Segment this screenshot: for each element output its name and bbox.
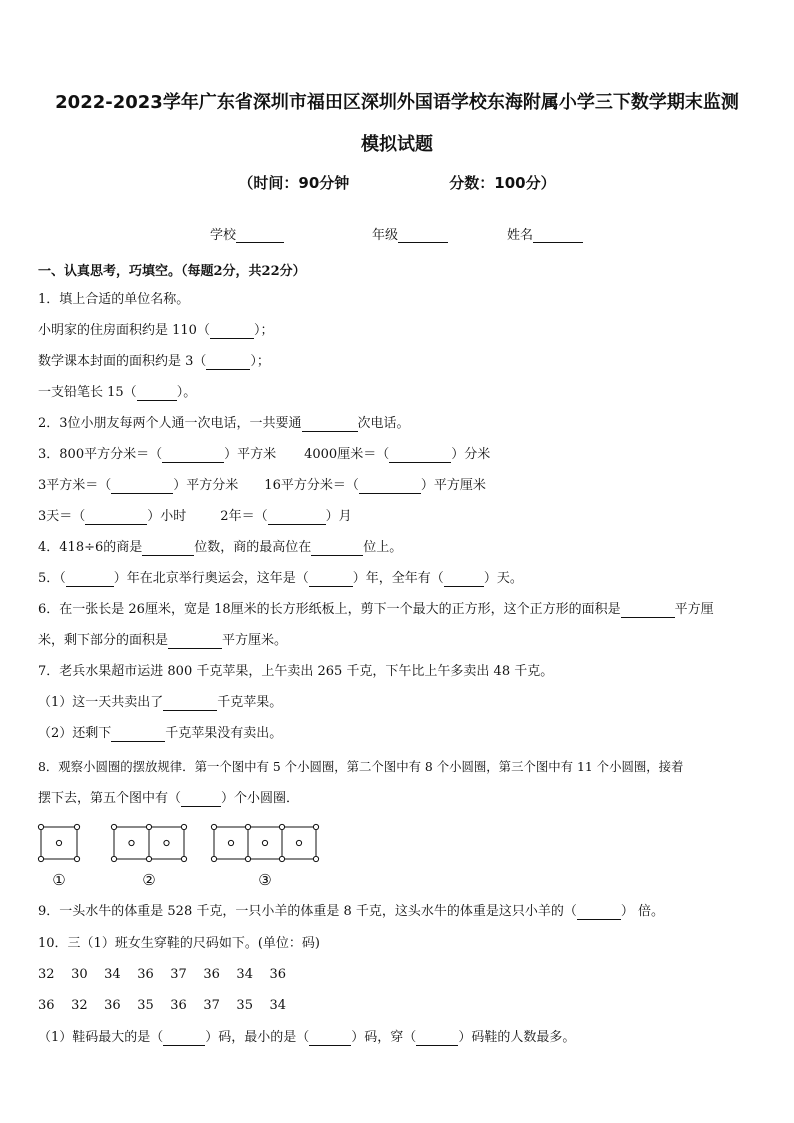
- answer-blank[interactable]: [137, 388, 177, 401]
- question-7a: （1）这一天共卖出了 千克苹果。: [38, 695, 283, 710]
- figure-label-1: ①: [52, 871, 66, 889]
- answer-blank[interactable]: [268, 512, 326, 525]
- school-label: 学校: [210, 228, 237, 243]
- page-title-line2: 模拟试题: [361, 134, 433, 155]
- name-field[interactable]: [507, 224, 583, 243]
- answer-blank[interactable]: [416, 1033, 458, 1046]
- answer-blank[interactable]: [163, 1033, 205, 1046]
- answer-blank[interactable]: [206, 357, 250, 370]
- answer-blank[interactable]: [302, 419, 358, 432]
- question-3b: 3平方米＝（ ）平方分米 16平方分米＝（ ）平方厘米: [38, 478, 486, 493]
- question-8b: 摆下去，第五个图中有（ ）个小圆圈．: [38, 791, 300, 806]
- time-label: （时间：90分钟: [238, 174, 350, 192]
- question-4: 4．418÷6的商是 位数，商的最高位在 位上。: [38, 540, 403, 555]
- question-6b: 米，剩下部分的面积是 平方厘米。: [38, 633, 288, 648]
- answer-blank[interactable]: [162, 450, 224, 463]
- score-label: 分数：100分）: [449, 174, 556, 192]
- question-8: 8．观察小圆圈的摆放规律．第一个图中有 5 个小圆圈，第二个图中有 8 个小圆圈，第三个图中有 11 个小圆圈，接着: [38, 759, 684, 774]
- question-1: 1．填上合适的单位名称。: [38, 292, 190, 307]
- answer-blank[interactable]: [577, 907, 621, 920]
- question-1a: 小明家的住房面积约是 110（ ）；: [38, 323, 274, 338]
- question-3a: 3．800平方分米＝（ ）平方米 4000厘米＝（ ）分米: [38, 447, 491, 462]
- question-3c: 3天＝（ ）小时 2年＝（ ）月: [38, 509, 352, 524]
- answer-blank[interactable]: [444, 574, 484, 587]
- question-6: 6．在一张长是 26厘米，宽是 18厘米的长方形纸板上，剪下一个最大的正方形，这个正方形的面积是 平方厘: [38, 602, 714, 617]
- question-10a: （1）鞋码最大的是（ ）码，最小的是（ ）码，穿（ ）码鞋的人数最多。: [38, 1030, 576, 1045]
- question-1c: 一支铅笔长 15（ ）。: [38, 385, 197, 400]
- answer-blank[interactable]: [142, 543, 194, 556]
- section-heading: 一、认真思考，巧填空。（每题2分，共22分）: [38, 264, 306, 279]
- question-1b: 数学课本封面的面积约是 3（ ）；: [38, 354, 270, 369]
- answer-blank[interactable]: [311, 543, 363, 556]
- answer-blank[interactable]: [111, 481, 173, 494]
- question-9: 9．一头水牛的体重是 528 千克，一只小羊的体重是 8 千克，这头水牛的体重是这只小羊的（ ） 倍。: [38, 904, 665, 919]
- answer-blank[interactable]: [66, 574, 114, 587]
- figure-2: [111, 824, 186, 861]
- shoe-size-row-1: 32 30 34 36 37 36 34 36: [38, 967, 287, 982]
- question-10: 10．三（1）班女生穿鞋的尺码如下。(单位：码): [38, 936, 320, 951]
- answer-blank[interactable]: [168, 636, 222, 649]
- answer-blank[interactable]: [210, 326, 254, 339]
- answer-blank[interactable]: [111, 729, 165, 742]
- answer-blank[interactable]: [359, 481, 421, 494]
- name-label: 姓名: [507, 228, 534, 243]
- answer-blank[interactable]: [389, 450, 451, 463]
- answer-blank[interactable]: [163, 698, 217, 711]
- figure-label-3: ③: [258, 871, 272, 889]
- school-field[interactable]: [210, 224, 284, 243]
- question-5: 5．（ ）年在北京举行奥运会，这年是（ ）年，全年有（ ）天。: [38, 571, 523, 586]
- answer-blank[interactable]: [85, 512, 147, 525]
- page-title: 2022-2023学年广东省深圳市福田区深圳外国语学校东海附属小学三下数学期末监测: [55, 92, 739, 113]
- figure-3: [211, 824, 318, 861]
- figure-1: [38, 824, 79, 861]
- answer-blank[interactable]: [309, 574, 353, 587]
- grade-field[interactable]: [372, 224, 448, 243]
- circle-pattern-figures: [36, 822, 336, 892]
- question-2: 2．3位小朋友每两个人通一次电话，一共要通 次电话。: [38, 416, 410, 431]
- exam-info: [0, 172, 794, 193]
- question-7b: （2）还剩下 千克苹果没有卖出。: [38, 726, 283, 741]
- answer-blank[interactable]: [181, 794, 221, 807]
- answer-blank[interactable]: [309, 1033, 351, 1046]
- shoe-size-row-2: 36 32 36 35 36 37 35 34: [38, 998, 287, 1013]
- answer-blank[interactable]: [621, 605, 675, 618]
- question-7: 7．老兵水果超市运进 800 千克苹果，上午卖出 265 千克，下午比上午多卖出 48 千克。: [38, 664, 554, 679]
- figure-label-2: ②: [142, 871, 156, 889]
- grade-label: 年级: [372, 228, 399, 243]
